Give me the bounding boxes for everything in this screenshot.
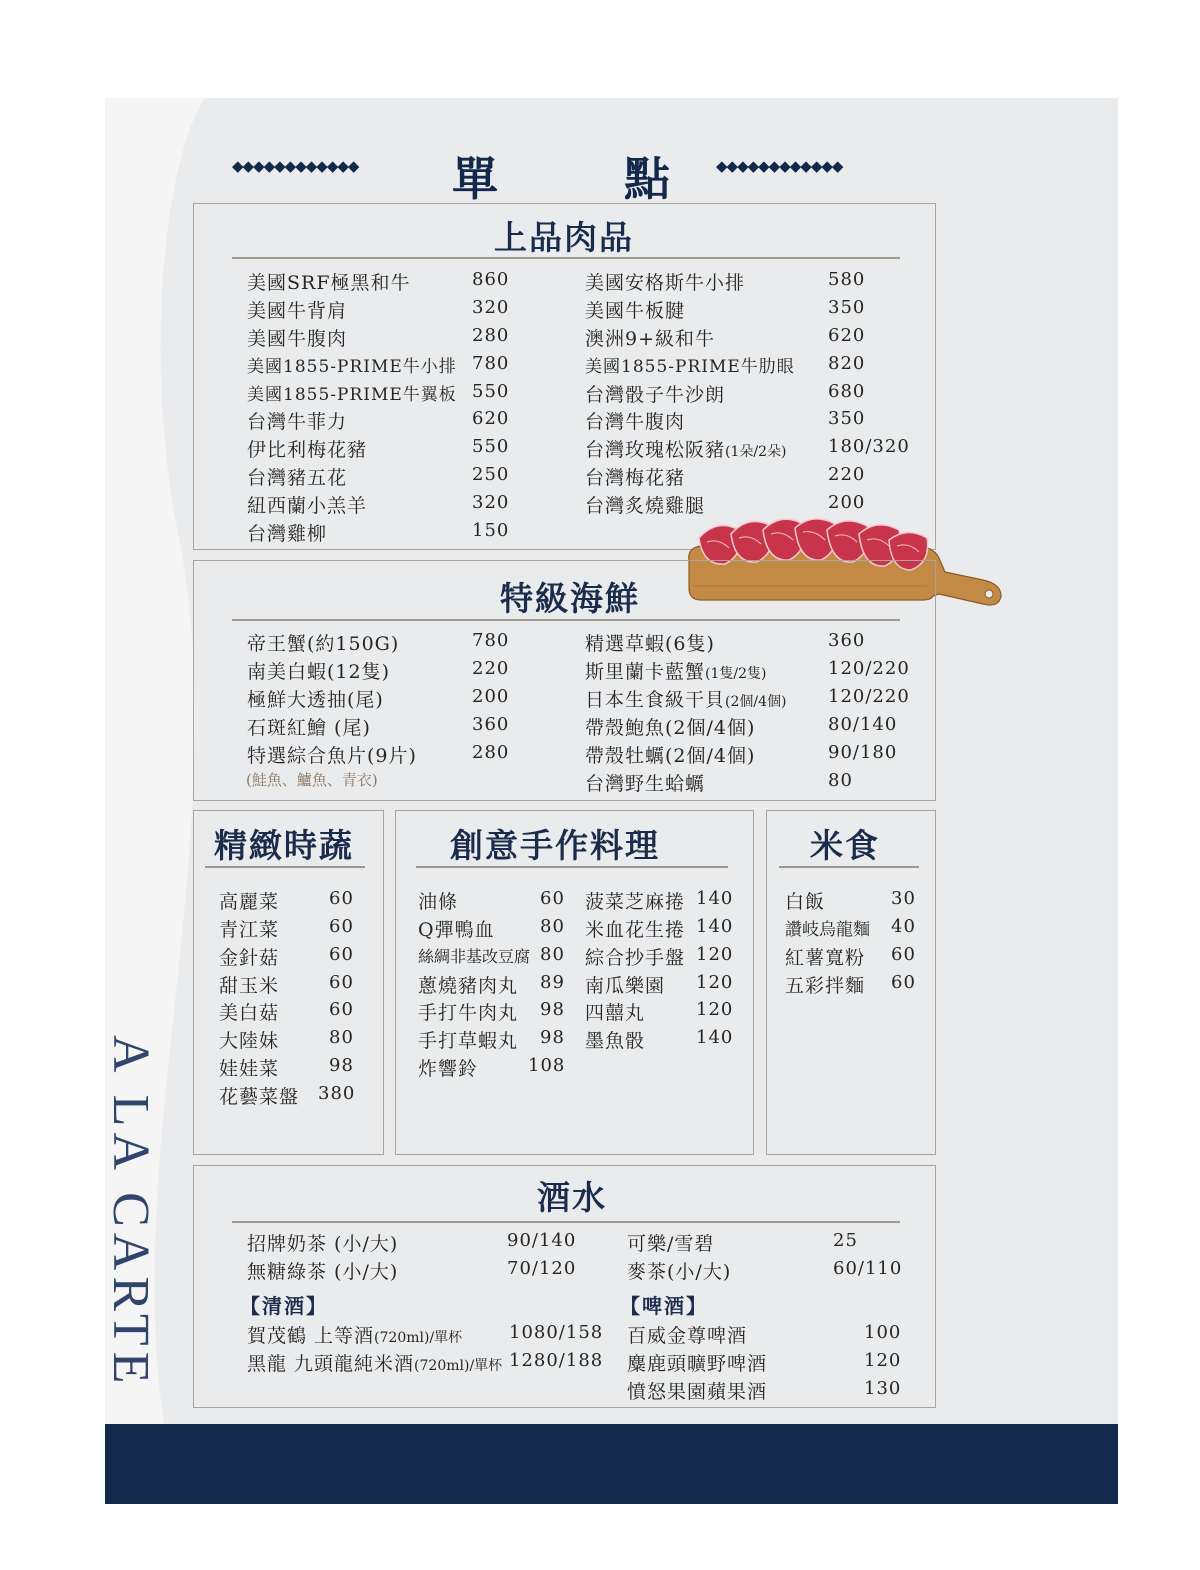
list-item: 墨魚骰 (585, 1030, 646, 1052)
meat-heading-rule (232, 257, 900, 259)
list-item: 大陸妹 (219, 1030, 280, 1052)
list-item (247, 1349, 502, 1376)
item-price: 860 (472, 269, 510, 290)
list-item: 絲綢非基改豆腐 (418, 947, 531, 966)
item-price: 130 (864, 1378, 902, 1399)
item-suffix: (2個/4個) (725, 694, 787, 710)
list-item: 石斑紅鱠 (尾) (247, 717, 371, 739)
drinks-heading: 酒水 (537, 1178, 607, 1217)
list-item: 蔥燒豬肉丸 (418, 975, 519, 997)
item-price: 30 (891, 888, 916, 909)
item-price: 120 (696, 999, 734, 1020)
item-price: 108 (528, 1055, 566, 1076)
title-ornament-left: ◆◆◆◆◆◆◆◆◆◆◆◆ (232, 157, 359, 175)
item-price: 320 (472, 492, 510, 513)
list-item (585, 435, 786, 462)
list-item: 憤怒果園蘋果酒 (627, 1381, 768, 1403)
list-item: 四囍丸 (585, 1002, 646, 1024)
list-item: 菠菜芝麻捲 (585, 891, 686, 913)
list-item: 麥茶(小/大) (627, 1261, 732, 1283)
item-price: 80/140 (828, 714, 898, 735)
list-item: 台灣牛腹肉 (585, 411, 686, 433)
list-item: Q彈鴨血 (418, 919, 495, 941)
list-item: 麋鹿頭曠野啤酒 (627, 1353, 768, 1375)
item-price: 140 (696, 916, 734, 937)
list-item: 台灣雞柳 (247, 523, 328, 545)
list-item: 金針菇 (219, 947, 280, 969)
item-suffix: (720ml)/單杯 (374, 1330, 463, 1346)
list-item: 美國牛板腱 (585, 300, 686, 322)
title-ornament-right: ◆◆◆◆◆◆◆◆◆◆◆◆ (716, 157, 843, 175)
item-price: 90/140 (507, 1230, 577, 1251)
list-item: 台灣炙燒雞腿 (585, 495, 706, 517)
item-price: 120 (696, 944, 734, 965)
item-price: 80 (329, 1027, 354, 1048)
item-price: 360 (828, 630, 866, 651)
list-item: 手打牛肉丸 (418, 1002, 519, 1024)
list-item: 美國1855-PRIME牛翼板 (247, 385, 457, 405)
list-item: 招牌奶茶 (小/大) (247, 1233, 399, 1255)
item-price: 220 (828, 464, 866, 485)
list-item: 美國1855-PRIME牛小排 (247, 357, 457, 377)
item-price: 1280/188 (509, 1350, 604, 1371)
meat-heading: 上品肉品 (494, 218, 634, 257)
item-price: 280 (472, 325, 510, 346)
item-price: 60 (329, 972, 354, 993)
item-price: 620 (828, 325, 866, 346)
page-title-right: 點 (624, 152, 670, 206)
seafood-heading-rule (232, 619, 900, 621)
seafood-note: (鮭魚、鱸魚、青衣) (246, 771, 378, 789)
item-price: 40 (891, 916, 916, 937)
item-price: 100 (864, 1322, 902, 1343)
list-item: 炸響鈴 (418, 1058, 479, 1080)
item-price: 120/220 (828, 658, 910, 679)
list-item: 讚岐烏龍麵 (785, 920, 870, 940)
item-name: 日本生食級干貝 (585, 689, 726, 711)
item-price: 60 (329, 888, 354, 909)
item-price: 80 (540, 916, 565, 937)
item-price: 250 (472, 464, 510, 485)
list-item: 紐西蘭小羔羊 (247, 495, 368, 517)
item-price: 180/320 (828, 436, 910, 457)
creative-heading: 創意手作料理 (450, 826, 660, 865)
item-price: 150 (472, 520, 510, 541)
item-price: 89 (540, 972, 565, 993)
list-item: 米血花生捲 (585, 919, 686, 941)
item-name: 賀茂鶴 上等酒 (247, 1325, 375, 1347)
item-price: 80 (540, 944, 565, 965)
item-price: 140 (696, 888, 734, 909)
item-price: 60 (540, 888, 565, 909)
list-item: 特選綜合魚片(9片) (247, 745, 417, 767)
item-price: 120/220 (828, 686, 910, 707)
sake-heading: 【清酒】 (240, 1294, 328, 1318)
list-item: 帶殼鮑魚(2個/4個) (585, 717, 756, 739)
list-item: 美國SRF極黑和牛 (247, 272, 411, 294)
item-price: 98 (329, 1055, 354, 1076)
list-item: 油條 (418, 891, 459, 913)
item-price: 550 (472, 381, 510, 402)
list-item: 手打草蝦丸 (418, 1030, 519, 1052)
item-price: 90/180 (828, 742, 898, 763)
item-suffix: (1朵/2朵) (725, 444, 787, 460)
item-price: 820 (828, 353, 866, 374)
veg-heading-rule (205, 866, 365, 868)
item-price: 680 (828, 381, 866, 402)
page-title-left: 單 (452, 152, 498, 206)
item-suffix: (1隻/2隻) (705, 666, 767, 682)
list-item: 台灣牛菲力 (247, 411, 348, 433)
rice-heading-rule (779, 866, 919, 868)
footer-band (105, 1424, 1118, 1504)
item-price: 60/110 (833, 1258, 903, 1279)
list-item: 百威金尊啤酒 (627, 1325, 748, 1347)
item-price: 350 (828, 408, 866, 429)
item-price: 60 (891, 944, 916, 965)
item-price: 380 (318, 1083, 356, 1104)
item-suffix: (720ml)/單杯 (414, 1358, 503, 1374)
list-item: 娃娃菜 (219, 1058, 280, 1080)
list-item: 台灣骰子牛沙朗 (585, 384, 726, 406)
item-price: 140 (696, 1027, 734, 1048)
list-item: 台灣梅花豬 (585, 467, 686, 489)
item-name: 斯里蘭卡藍蟹 (585, 661, 706, 683)
item-price: 780 (472, 353, 510, 374)
rice-heading: 米食 (810, 826, 880, 865)
list-item: 極鮮大透抽(尾) (247, 689, 384, 711)
list-item: 高麗菜 (219, 891, 280, 913)
item-price: 60 (329, 944, 354, 965)
list-item: 台灣豬五花 (247, 467, 348, 489)
item-price: 580 (828, 269, 866, 290)
list-item: 美國1855-PRIME牛肋眼 (585, 357, 795, 377)
list-item: 美白菇 (219, 1002, 280, 1024)
item-price: 220 (472, 658, 510, 679)
list-item: 伊比利梅花豬 (247, 439, 368, 461)
item-price: 120 (864, 1350, 902, 1371)
side-text-a-la-carte: A LA CARTE (102, 1035, 159, 1390)
list-item (585, 657, 766, 684)
item-price: 620 (472, 408, 510, 429)
list-item: 甜玉米 (219, 975, 280, 997)
list-item: 台灣野生蛤蠣 (585, 773, 706, 795)
list-item: 無糖綠茶 (小/大) (247, 1261, 399, 1283)
list-item: 花藝菜盤 (219, 1086, 300, 1108)
item-price: 550 (472, 436, 510, 457)
beer-heading: 【啤酒】 (620, 1294, 708, 1318)
list-item: 南美白蝦(12隻) (247, 661, 391, 683)
item-price: 60 (329, 916, 354, 937)
list-item: 綜合抄手盤 (585, 947, 686, 969)
item-price: 360 (472, 714, 510, 735)
list-item: 美國牛腹肉 (247, 328, 348, 350)
list-item (585, 685, 786, 712)
item-price: 25 (833, 1230, 858, 1251)
item-price: 60 (891, 972, 916, 993)
item-name: 黑龍 九頭龍純米酒 (247, 1353, 415, 1375)
veg-heading: 精緻時蔬 (214, 826, 354, 865)
creative-heading-rule (416, 866, 728, 868)
list-item (247, 1321, 462, 1348)
drinks-heading-rule (232, 1221, 900, 1223)
item-price: 120 (696, 972, 734, 993)
list-item: 帶殼牡蠣(2個/4個) (585, 745, 756, 767)
item-price: 200 (472, 686, 510, 707)
item-price: 98 (540, 1027, 565, 1048)
item-price: 1080/158 (509, 1322, 604, 1343)
item-price: 98 (540, 999, 565, 1020)
list-item: 五彩拌麵 (785, 975, 866, 997)
list-item: 南瓜樂園 (585, 975, 666, 997)
item-price: 80 (828, 770, 853, 791)
item-price: 70/120 (507, 1258, 577, 1279)
item-price: 280 (472, 742, 510, 763)
item-price: 200 (828, 492, 866, 513)
list-item: 精選草蝦(6隻) (585, 633, 715, 655)
item-price: 320 (472, 297, 510, 318)
list-item: 帝王蟹(約150G) (247, 633, 400, 655)
list-item: 澳洲9+級和牛 (585, 328, 716, 350)
item-price: 780 (472, 630, 510, 651)
list-item: 紅薯寬粉 (785, 947, 866, 969)
item-price: 60 (329, 999, 354, 1020)
seafood-heading: 特級海鮮 (500, 579, 640, 618)
item-name: 台灣玫瑰松阪豬 (585, 439, 726, 461)
list-item: 青江菜 (219, 919, 280, 941)
item-price: 350 (828, 297, 866, 318)
list-item: 可樂/雪碧 (627, 1233, 715, 1255)
list-item: 美國安格斯牛小排 (585, 272, 746, 294)
list-item: 美國牛背肩 (247, 300, 348, 322)
list-item: 白飯 (785, 891, 826, 913)
